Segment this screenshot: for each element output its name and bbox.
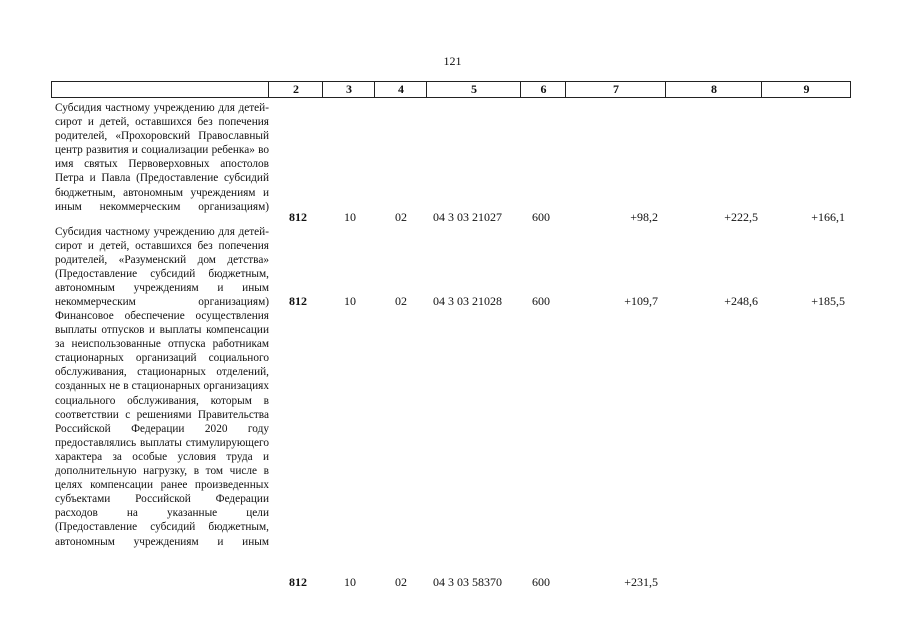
header-cell-1 <box>52 82 268 97</box>
row-3-col2: 812 <box>289 575 307 589</box>
row-2-col9: +185,5 <box>811 294 845 308</box>
row-1-col7: +98,2 <box>630 210 658 224</box>
row-1-col4: 02 <box>395 210 407 224</box>
row-2-col2: 812 <box>289 294 307 308</box>
header-cell-9: 9 <box>761 82 851 97</box>
row-3-col5: 04 3 03 58370 <box>433 575 502 589</box>
row-3-description: Финансовое обеспечение осуществления выплаты отпусков и выплаты компенсации за неиспользованные отпуска работникам стационарных организаций социального обслуживания, стационарных отделений, созданных не в стационарных организациях социального обслуживания, которым в соответствии с решениями Правительства Российской Федерации 2020 году предоставлялись выплаты стимулирующего характера за особые условия труда и дополнительную нагрузку, в том числе в целях компенсации ранее произведенных субъектами Российской Федерации расходов на указанные цели (Предоставление субсидий бюджетным, автономным учреждениям и иным <box>55 310 269 548</box>
header-cell-2: 2 <box>268 82 323 97</box>
row-1-col3: 10 <box>344 210 356 224</box>
header-cell-3: 3 <box>322 82 375 97</box>
row-2-col3: 10 <box>344 294 356 308</box>
row-1-col8: +222,5 <box>724 210 758 224</box>
row-1-col9: +166,1 <box>811 210 845 224</box>
header-cell-6: 6 <box>520 82 566 97</box>
row-2-col8: +248,6 <box>724 294 758 308</box>
row-3-col3: 10 <box>344 575 356 589</box>
row-2-col6: 600 <box>532 294 550 308</box>
header-cell-5: 5 <box>426 82 521 97</box>
row-2-col4: 02 <box>395 294 407 308</box>
row-3-col6: 600 <box>532 575 550 589</box>
row-1-col5: 04 3 03 21027 <box>433 210 502 224</box>
header-cell-8: 8 <box>665 82 762 97</box>
row-1-col6: 600 <box>532 210 550 224</box>
row-1-description: Субсидия частному учреждению для детей-сирот и детей, оставшихся без попечения родителей, «Прохоровский Православный центр развития и социализации ребенка» во имя святых Первоверховных апостолов Петра и Павла (Предоставление субсидий бюджетным, автономным учреждениям и иным некоммерческим организациям) <box>55 102 269 213</box>
row-1-col2: 812 <box>289 210 307 224</box>
row-2-col5: 04 3 03 21028 <box>433 294 502 308</box>
header-cell-4: 4 <box>374 82 427 97</box>
row-3-col4: 02 <box>395 575 407 589</box>
table-header-row <box>51 81 851 98</box>
page-number: 121 <box>443 54 462 68</box>
header-cell-7: 7 <box>565 82 666 97</box>
row-2-description: Субсидия частному учреждению для детей-сирот и детей, оставшихся без попечения родителей, «Разуменский дом детства» (Предоставление субсидий бюджетным, автономным учреждениям и иным некоммерческим организациям) <box>55 226 269 309</box>
row-3-col7: +231,5 <box>624 575 658 589</box>
row-2-col7: +109,7 <box>624 294 658 308</box>
